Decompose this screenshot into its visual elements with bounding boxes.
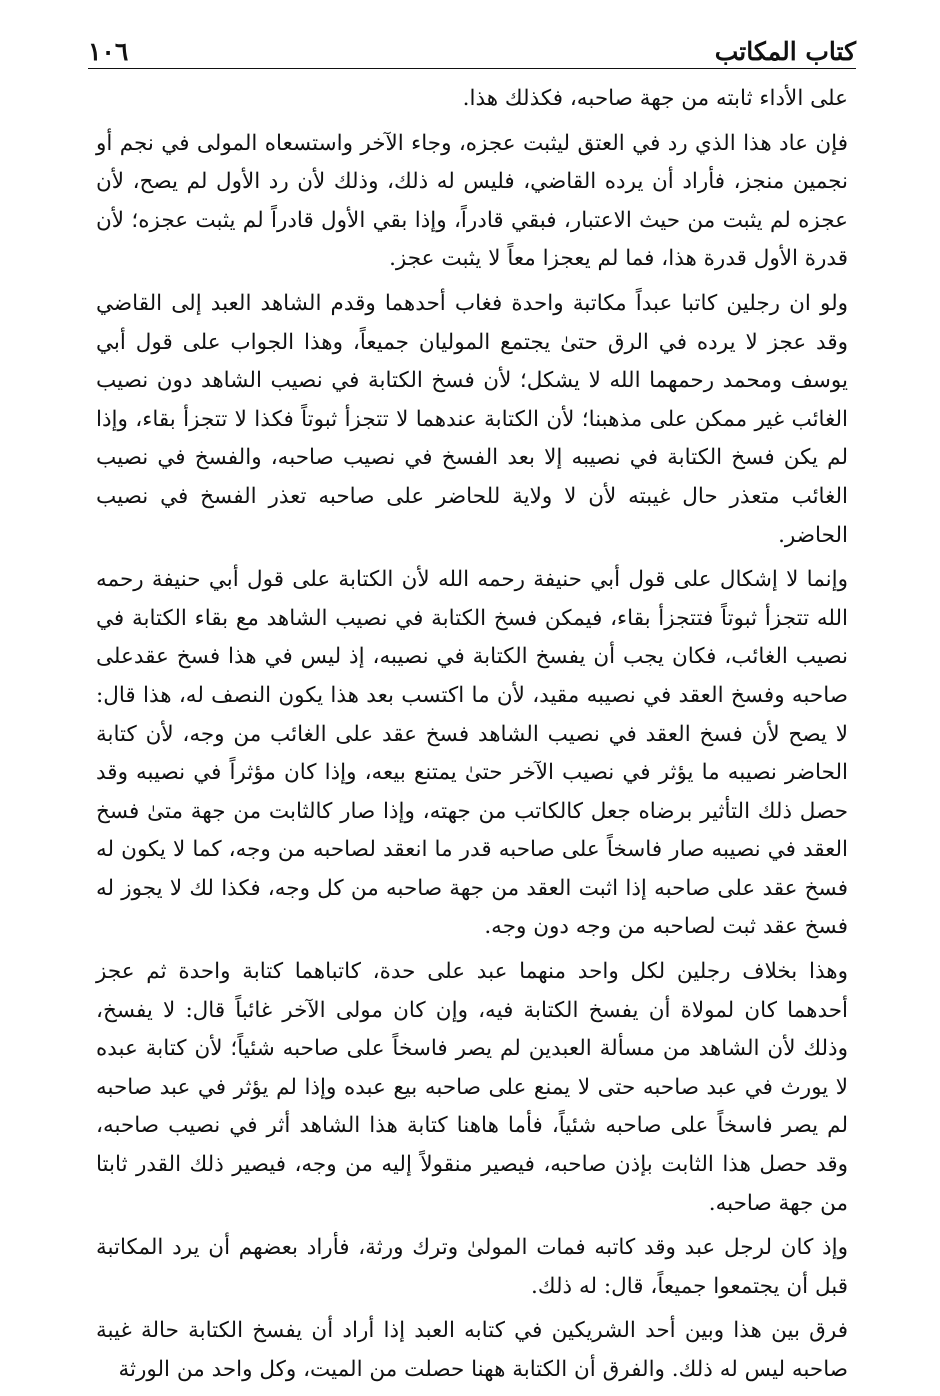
page-header [88, 26, 856, 66]
paragraph: وإنما لا إشكال على قول أبي حنيفة رحمه الله لأن الكتابة على قول أبي حنيفة رحمه الله تتجزأ ثبوتاً فتتجزأ بقاء، فيمكن فسخ الكتابة في نصيب الشاهد مع بقاء الكتابة في نصيب الغائب، فكان يجب أن يفسخ الكتابة في نصيبه، إذ ليس في هذا فسخ عقدعلى صاحبه وفسخ العقد في نصيبه مقيد، لأن ما اكتسب بعد هذا يكون النصف له، هذا قال: لا يصح لأن فسخ العقد في نصيب الشاهد فسخ عقد على الغائب من وجه، لأن كتابة الحاضر نصيبه ما يؤثر في نصيب الآخر حتىٰ يمتنع بيعه، وإذا كان مؤثراً في نصيبه وقد حصل ذلك التأثير برضاه جعل كالكاتب من جهته، وإذا صار كالثابت من جهة متىٰ فسخ العقد في نصيبه صار فاسخاً على صاحبه قدر ما انعقد لصاحبه من وجه، كما لا يكون له فسخ عقد على صاحبه إذا اثبت العقد من جهة صاحبه من كل وجه، فكذا لك لا يجوز له فسخ عقد ثبت لصاحبه من وجه دون وجه. [96, 567, 848, 940]
page-number: ١٠٦ [88, 37, 129, 66]
paragraph: على الأداء ثابته من جهة صاحبه، فكذلك هذا. [462, 86, 848, 111]
body-text [96, 80, 848, 1396]
paragraph: فرق بين هذا وبين أحد الشريكين في كتابه العبد إذا أراد أن يفسخ الكتابة حالة غيبة صاحبه ليس له ذلك. والفرق أن الكتابة ههنا حصلت من الميت، وكل واحد من الورثة [96, 1318, 848, 1382]
paragraph: وهذا بخلاف رجلين لكل واحد منهما عبد على حدة، كاتباهما كتابة واحدة ثم عجز أحدهما كان لمولاة أن يفسخ الكتابة فيه، وإن كان مولى الآخر غائباً قال: لا يفسخ، وذلك لأن الشاهد من مسألة العبدين لم يصر فاسخاً على صاحبه شئياً؛ لأن كتابة عبده لا يورث في عبد صاحبه حتى لا يمنع على صاحبه بيع عبده وإذا لم يؤثر في عبد صاحبه لم يصر فاسخاً على صاحبه شئياً، فأما هاهنا كتابة هذا الشاهد أثر في نصيب صاحبه، وقد حصل هذا الثابت بإذن صاحبه، فيصير منقولاً إليه من وجه، فيصير ذلك القدر ثابتا من جهة صاحبه. [96, 959, 848, 1216]
header-divider [88, 68, 856, 69]
paragraph: فإن عاد هذا الذي رد في العتق ليثبت عجزه، وجاء الآخر واستسعاه المولى في نجم أو نجمين منجز، فأراد أن يرده القاضي، فليس له ذلك، وذلك لأن رد الأول لم يصح، لأن عجزه لم يثبت من حيث الاعتبار، فبقي قادراً، وإذا بقي الأول قادراً لم يثبت عجزه؛ لأن قدرة الأول قدرة هذا، فما لم يعجزا معاً لا يثبت عجز. [96, 130, 848, 272]
paragraph: وإذ كان لرجل عبد وقد كاتبه فمات المولىٰ وترك ورثة، فأراد بعضهم أن يرد المكاتبة قبل أن يجتمعوا جميعاً، قال: له ذلك. [96, 1235, 848, 1299]
running-title: كتاب المكاتب [714, 37, 856, 66]
paragraph: ولو ان رجلين كاتبا عبداً مكاتبة واحدة فغاب أحدهما وقدم الشاهد العبد إلى القاضي وقد عجز لا يرده في الرق حتىٰ يجتمع المولیان جميعاً، وهذا الجواب على قول أبي يوسف ومحمد رحمهما الله لا يشكل؛ لأن فسخ الكتابة في نصيب الشاهد دون نصيب الغائب غير ممكن على مذهبنا؛ لأن الكتابة عندهما لا تتجزأ ثبوتاً فكذا لا تتجزأ بقاء، وإذا لم يكن فسخ الكتابة في نصيبه إلا بعد الفسخ في نصيب صاحبه، والفسخ في نصيب الغائب متعذر حال غيبته لأن لا ولاية للحاضر على صاحبه تعذر الفسخ في نصيب الحاضر. [96, 290, 848, 548]
